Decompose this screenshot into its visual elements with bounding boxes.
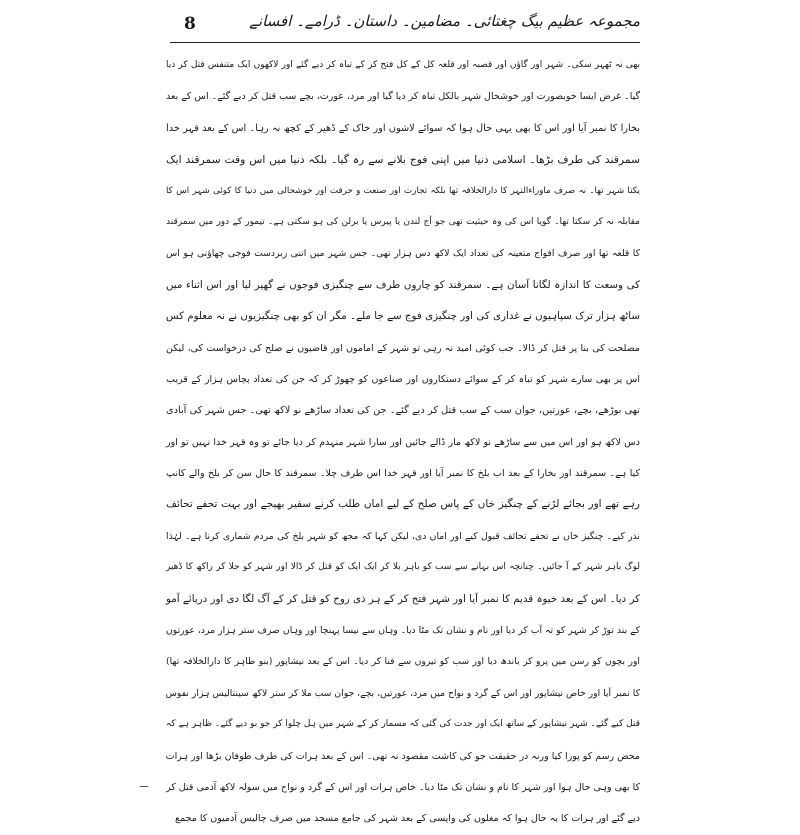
text-line: سمرقند کی طرف بڑھا۔ اسلامی دنیا میں اپنی فوج بلانے سے رہ گیا۔ بلکہ دنیا میں اس وقت سمرقند ایک bbox=[166, 153, 640, 167]
text-line: بھی نہ ٹھہر سکی۔ شہر اور گاؤں اور قصبہ اور قلعہ کل کے کل فتح کر کے تباہ کر دیے گئے اور لاکھوں ایک متنفس قتل کر دیا bbox=[166, 60, 640, 70]
text-line: اور بچوں کو رسن میں پرو کر باندھ دیا اور سب کو تیروں سے فنا کر دیا۔ اس کے بعد نیشاپور (بنو طاہر کا دارالخلافہ تھا) bbox=[166, 656, 640, 668]
text-line: رہے تھے اور بجائے لڑنے کے چنگیز خاں کے پاس صلح کے لیے اماں طلب کرنے سفیر بھیجے اور بہت تحفے تحائف bbox=[166, 498, 640, 511]
text-line: نذر کیے۔ چنگیز خاں نے تحفے تحائف قبول کیے اور اماں دی، لیکن کہا کہ مجھ کو شہر بلخ کی مردم شماری کرنا ہے۔ لہٰذا bbox=[166, 530, 640, 542]
text-line: کی وسعت کا اندازہ لگانا آسان ہے۔ سمرقند کو چاروں طرف سے چنگیزی فوجوں نے گھیر لیا اور اس اثناء میں bbox=[166, 278, 640, 291]
text-line: کا نمبر آیا اور خاص نیشاپور اور اس کے گرد و نواح میں مرد، عورتیں، بچے، جوان سب ملا کر ستر لاکھ سینتالیس ہزار نفوس bbox=[165, 687, 640, 699]
body-text bbox=[166, 50, 640, 835]
text-line: مصلحت کی بنا پر قتل کر ڈالا۔ جب کوئی امید نہ رہی تو شہر کے اماموں اور قاضیوں نے صلح کی درخواست کی، لیکن bbox=[166, 342, 640, 354]
running-header bbox=[170, 8, 640, 43]
text-line: گیا۔ غرض ایسا خوبصورت اور خوشحال شہر بالکل تباہ کر دیا گیا اور مرد، عورت، بچے سب قتل کر دیے گئے۔ اس کے بعد bbox=[166, 91, 640, 103]
text-line: دس لاکھ ہو اور اس میں سے ساڑھے نو لاکھ مار ڈالے جائیں اور سارا شہر منہدم کر دیا جائے تو وہ قہر خدا نہیں تو اور bbox=[166, 436, 640, 448]
text-line: کیا ہے۔ سمرقند اور بخارا کے بعد اب بلخ کا نمبر آیا اور قہر خدا اس طرف چلا۔ سمرقند کا حال سن کر بلخ والے کانپ bbox=[166, 468, 640, 480]
text-line: دیے گئے اور ہرات کا یہ حال ہوا کہ مغلوں کی واپسی کے بعد شہر کی جامع مسجد میں صرف چالیس آدمیوں کا مجمع bbox=[175, 813, 640, 825]
text-line: بخارا کا نمبر آیا اور اس کا بھی یہی حال ہوا کہ سوائے لاشوں اور خاک کے ڈھیر کے کچھ نہ رہا۔ اس کے بعد قہر خدا bbox=[166, 122, 640, 134]
text-line: قتل کیے گئے۔ شہر نیشاپور کے ساتھ ایک اور جدت کی گئی کہ مسمار کر کے شہر میں ہل چلوا کر جو بو دیے گئے۔ ظاہر ہے کہ bbox=[166, 719, 640, 730]
text-line: تھی بوڑھے، بچے، عورتیں، جوان سب کے سب قتل کر دیے گئے۔ جن کی تعداد ساڑھے نو لاکھ تھی۔ جس شہر کی آبادی bbox=[166, 405, 640, 417]
text-line: محض رسم کو پورا کیا ورنہ در حقیقت جو کی کاشت مقصود نہ تھی۔ اس کے بعد ہرات کی طرف طوفان بڑھا اور ہرات bbox=[165, 750, 640, 762]
footer-mark bbox=[140, 786, 148, 790]
text-line: ساٹھ ہزار ترک سپاہیوں نے غداری کی اور چنگیزی فوج سے جا ملے۔ مگر ان کو بھی چنگیزیوں نے نہ معلوم کس bbox=[166, 310, 640, 323]
header-title: مجموعہ عظیم بیگ چغتائی۔ مضامین۔ داستان۔ ڈرامے۔ افسانے bbox=[249, 12, 640, 30]
text-line: کا قلعہ تھا اور صرف افواج متعینہ کی تعداد ایک لاکھ دس ہزار تھی۔ جس شہر میں اتنی زبردست فوجی چھاؤنی ہو اس bbox=[166, 248, 640, 260]
text-line: لوگ باہر شہر کے آ جائیں۔ چنانچہ اس بہانے سے سب کو باہر بلا کر ایک ایک کو قتل کر ڈالا اور شہر کو جلا کر راکھ کا ڈھیر bbox=[166, 562, 640, 573]
text-line: کا بھی وہی حال ہوا اور شہر کا نام و نشان تک مٹا دیا۔ خاص ہرات اور اس کے گرد و نواح میں سولہ لاکھ آدمی قتل کر bbox=[166, 781, 640, 793]
text-line: کے بند توڑ کر شہر کو تہ آب کر دیا اور نام و نشان تک مٹا دیا۔ وہاں سے نیسا پہنچا اور وہاں صرف ستر ہزار مرد، عورتوں bbox=[166, 625, 640, 637]
text-line: مقابلہ نہ کر سکتا تھا۔ گویا اس کی وہ حیثیت تھی جو آج لندن یا پیرس یا برلن کی ہو سکتی ہے۔ تیمور کے دور میں سمرقند bbox=[166, 216, 640, 227]
page-number: 8 bbox=[184, 14, 196, 34]
text-line: کر دیا۔ اس کے بعد خیوہ قدیم کا نمبر آیا اور شہر فتح کر کے ہر ذی روح کو قتل کر کے آگ لگا دی اور دریائے آمو bbox=[166, 592, 640, 605]
text-line: اس پر بھی سارے شہر کو تباہ کر کے سوائے دستکاروں اور صناعوں کو چھوڑ کر کہ جن کی تعداد پچاس ہزار کے قریب bbox=[166, 373, 640, 385]
text-line: یکتا شہر تھا۔ نہ صرف ماوراءالنہر کا دارالخلافہ تھا بلکہ تجارت اور صنعت و حرفت اور خوشحالی میں دنیا کا کوئی شہر اس کا bbox=[166, 185, 640, 196]
